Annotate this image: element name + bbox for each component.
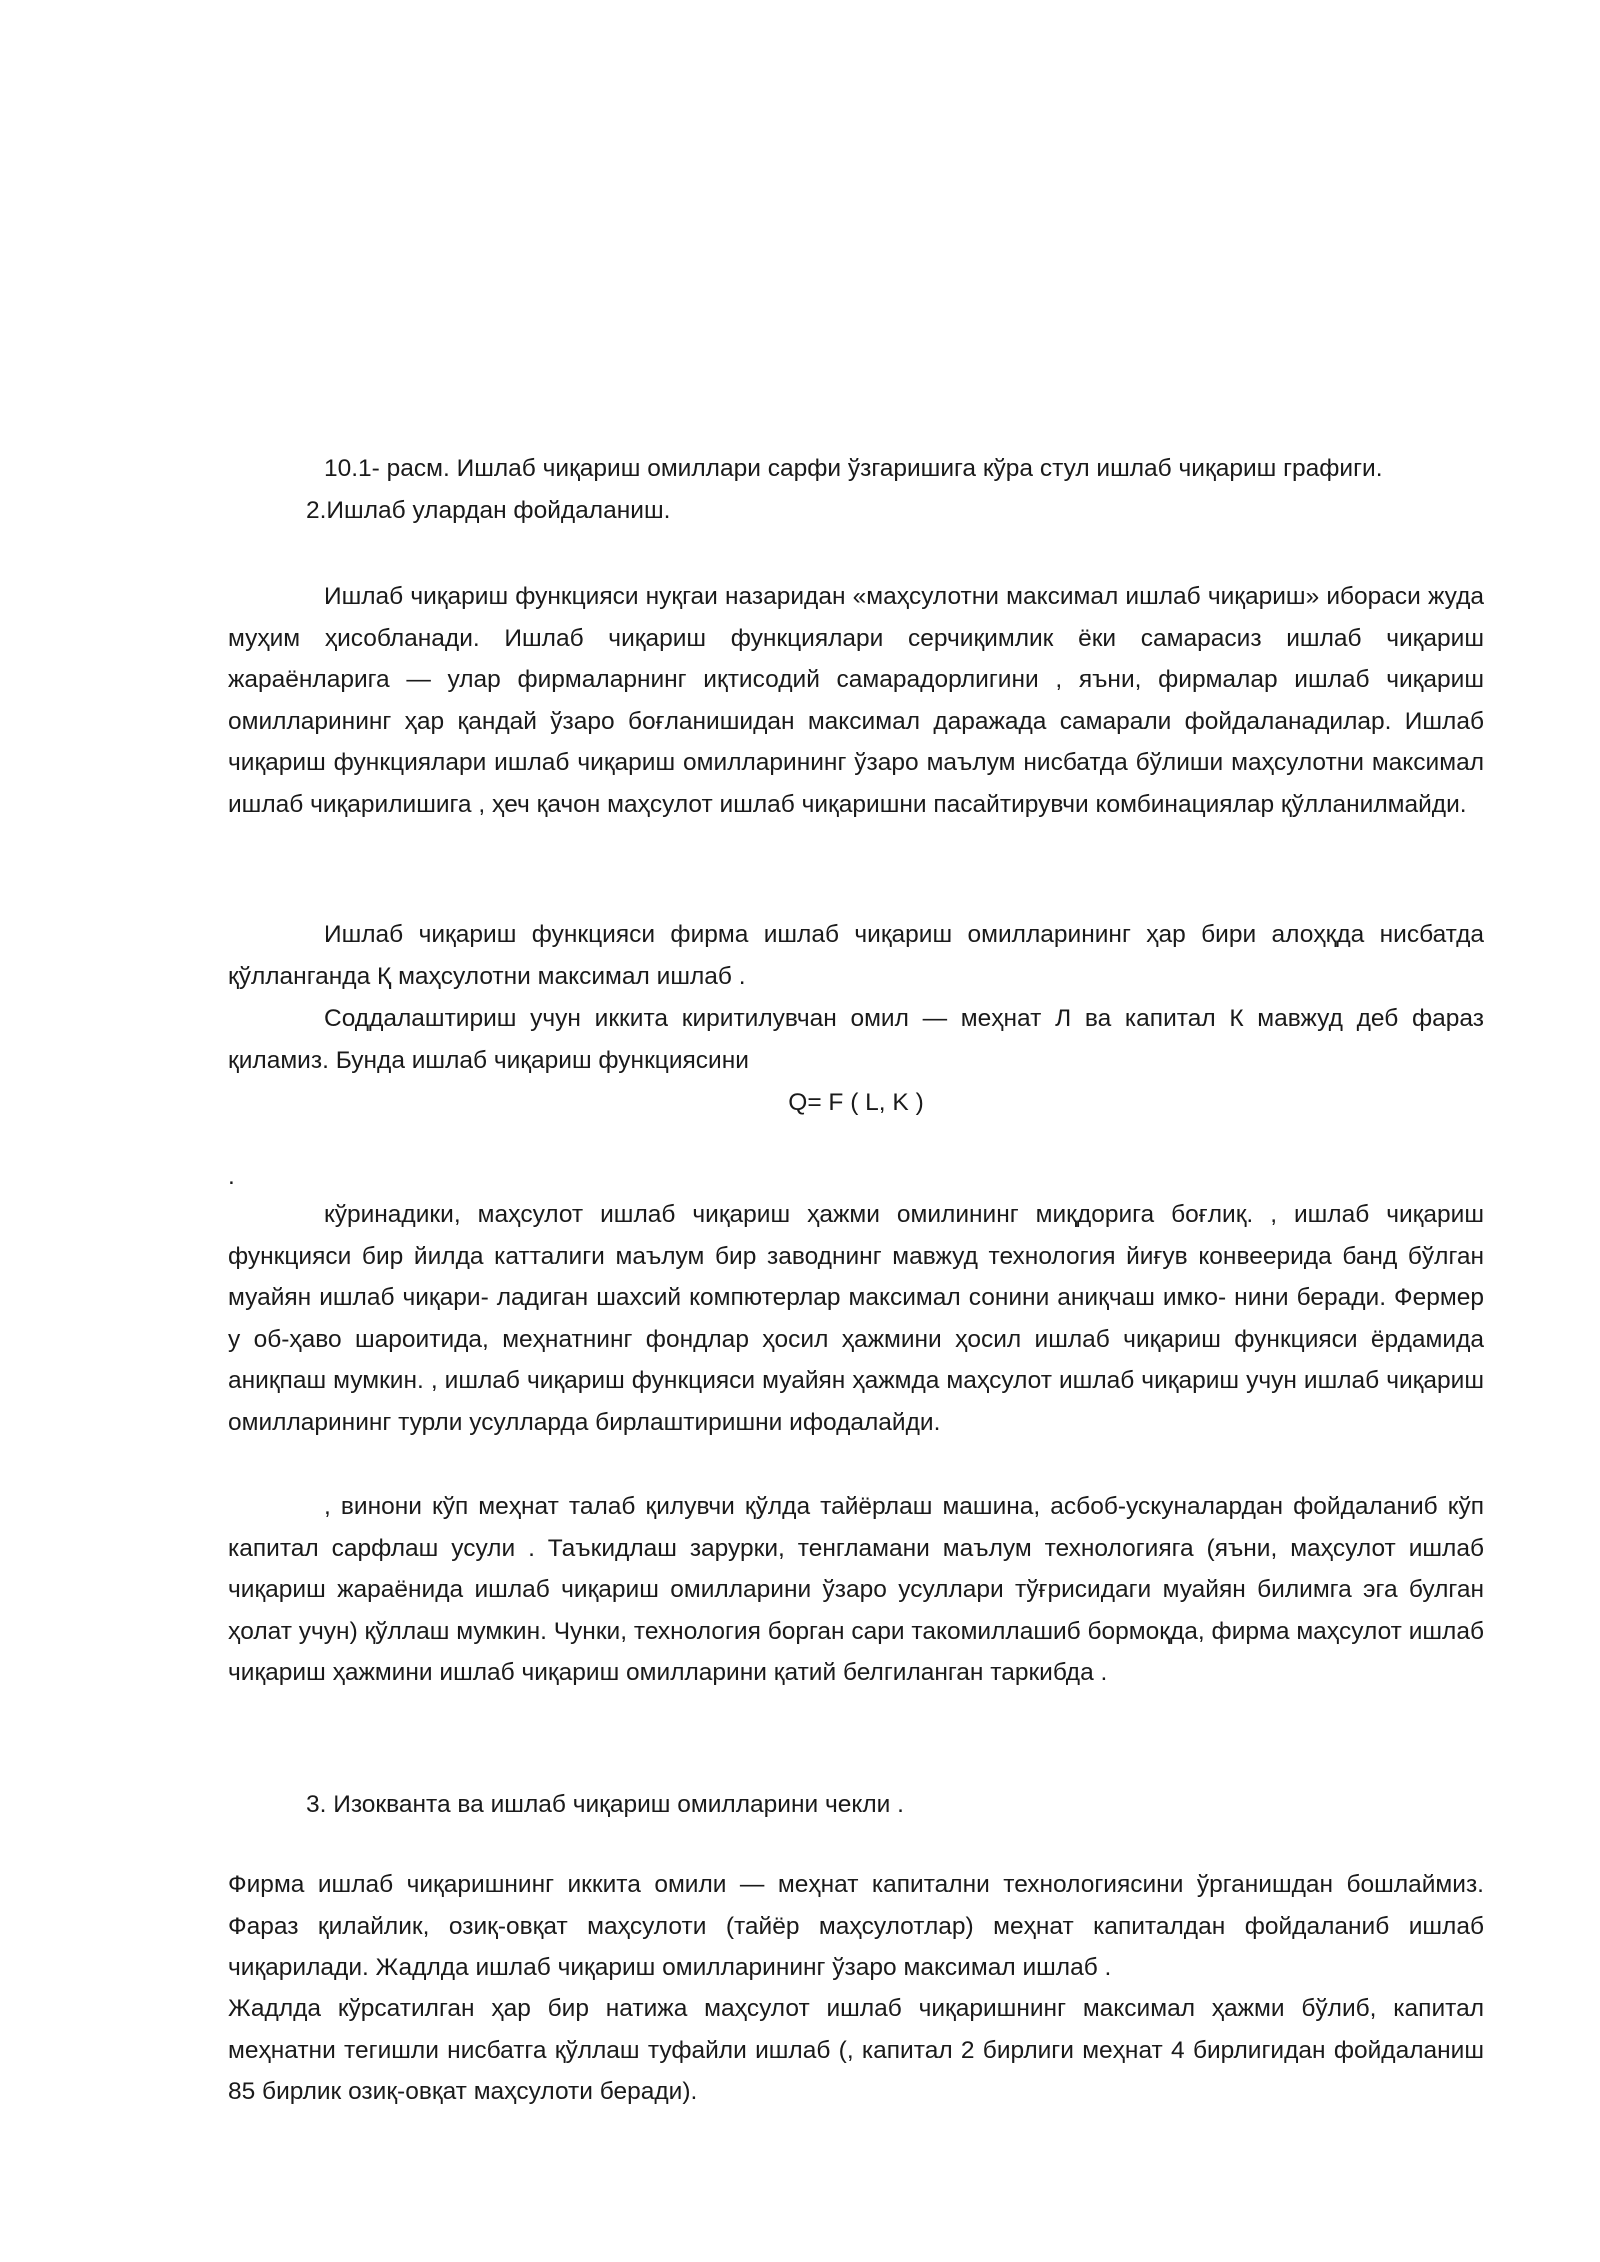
paragraph-6: Фирма ишлаб чиқаришнинг иккита омили — меҳнат капитални технологиясини ўрганишдан бошлаймиз. Фараз қилайлик, озиқ-овқат маҳсулоти (тайёр маҳсулотлар) меҳнат капиталдан фойдаланиб ишлаб чиқарилади. Жадлда ишлаб чиқариш омилларининг ўзаро максимал ишлаб . [228, 1871, 1484, 1981]
section-2-heading: 2.Ишлаб улардан фойдаланиш. [306, 497, 671, 524]
section-3-heading: 3. Изокванта ва ишлаб чиқариш омилларини чекли . [306, 1791, 904, 1818]
paragraph-4: кўринадики, маҳсулот ишлаб чиқариш ҳажми омилининг миқдорига боғлиқ. , ишлаб чиқариш функцияси бир йилда катталиги маълум бир заводнинг мавжуд технология йиғув конвеерида банд бўлган муайян ишлаб чиқари- ладиган шахсий компютерлар максимал сонини аниқчаш имко- нини беради. Фермер у об-ҳаво шароитида, меҳнатнинг фондлар ҳосил ҳажмини ҳосил ишлаб чиқариш функцияси ёрдамида аниқпаш мумкин. , ишлаб чиқариш функцияси муайян ҳажмда маҳсулот ишлаб чиқариш учун ишлаб чиқариш омилларининг турли усулларда бирлаштиришни ифодалайди. [228, 1201, 1484, 1436]
paragraph-1: Ишлаб чиқариш функцияси нуқгаи назаридан «маҳсулотни максимал ишлаб чиқариш» ибораси жуда муҳим ҳисобланади. Ишлаб чиқариш функциялари серчиқимлик ёки самарасиз ишлаб чиқариш жараёнларига — улар фирмаларнинг иқтисодий самарадорлигини , яъни, фирмалар ишлаб чиқариш омилларининг ҳар қандай ўзаро боғланишидан максимал даражада самарали фойдаланадилар. Ишлаб чиқариш функциялари ишлаб чиқариш омилларининг ўзаро маълум нисбатда бўлиши маҳсулотни максимал ишлаб чиқарилишига , ҳеч қачон маҳсулот ишлаб чиқаришни пасайтирувчи комбинациялар қўлланилмайди. [228, 583, 1484, 818]
paragraph-2: Ишлаб чиқариш функцияси фирма ишлаб чиқариш омилларининг ҳар бири алоҳқда нисбатда қўлланганда Қ маҳсулотни максимал ишлаб . [228, 921, 1484, 990]
stray-period: . [228, 1163, 235, 1190]
paragraph-7: Жадлда кўрсатилган ҳар бир натижа маҳсулот ишлаб чиқаришнинг максимал ҳажми бўлиб, капитал меҳнатни тегишли нисбатга қўллаш туфайли ишлаб (, капитал 2 бирлиги меҳнат 4 бирлигидан фойдаланиш 85 бирлик озиқ-овқат маҳсулоти беради). [228, 1995, 1484, 2105]
paragraph-5: , винони кўп меҳнат талаб қилувчи қўлда тайёрлаш машина, асбоб-ускуналардан фойдаланиб кўп капитал сарфлаш усули . Таъкидлаш зарурки, тенгламани маълум технологияга (яъни, маҳсулот ишлаб чиқариш жараёнида ишлаб чиқариш омилларини ўзаро усуллари тўғрисидаги муайян билимга эга булган ҳолат учун) қўллаш мумкин. Чунки, технология борган сари такомиллашиб бормоқда, фирма маҳсулот ишлаб чиқариш ҳажмини ишлаб чиқариш омилларини қатий белгиланган таркибда . [228, 1493, 1484, 1686]
paragraph-3: Соддалаштириш учун иккита киритилувчан омил — меҳнат Л ва капитал К мавжуд деб фараз қиламиз. Бунда ишлаб чиқариш функциясини [228, 1005, 1484, 1074]
figure-caption: 10.1- расм. Ишлаб чиқариш омиллари сарфи ўзгаришига кўра стул ишлаб чиқариш графиги. [324, 455, 1383, 482]
production-function-formula: Q= F ( L, K ) [788, 1089, 924, 1116]
